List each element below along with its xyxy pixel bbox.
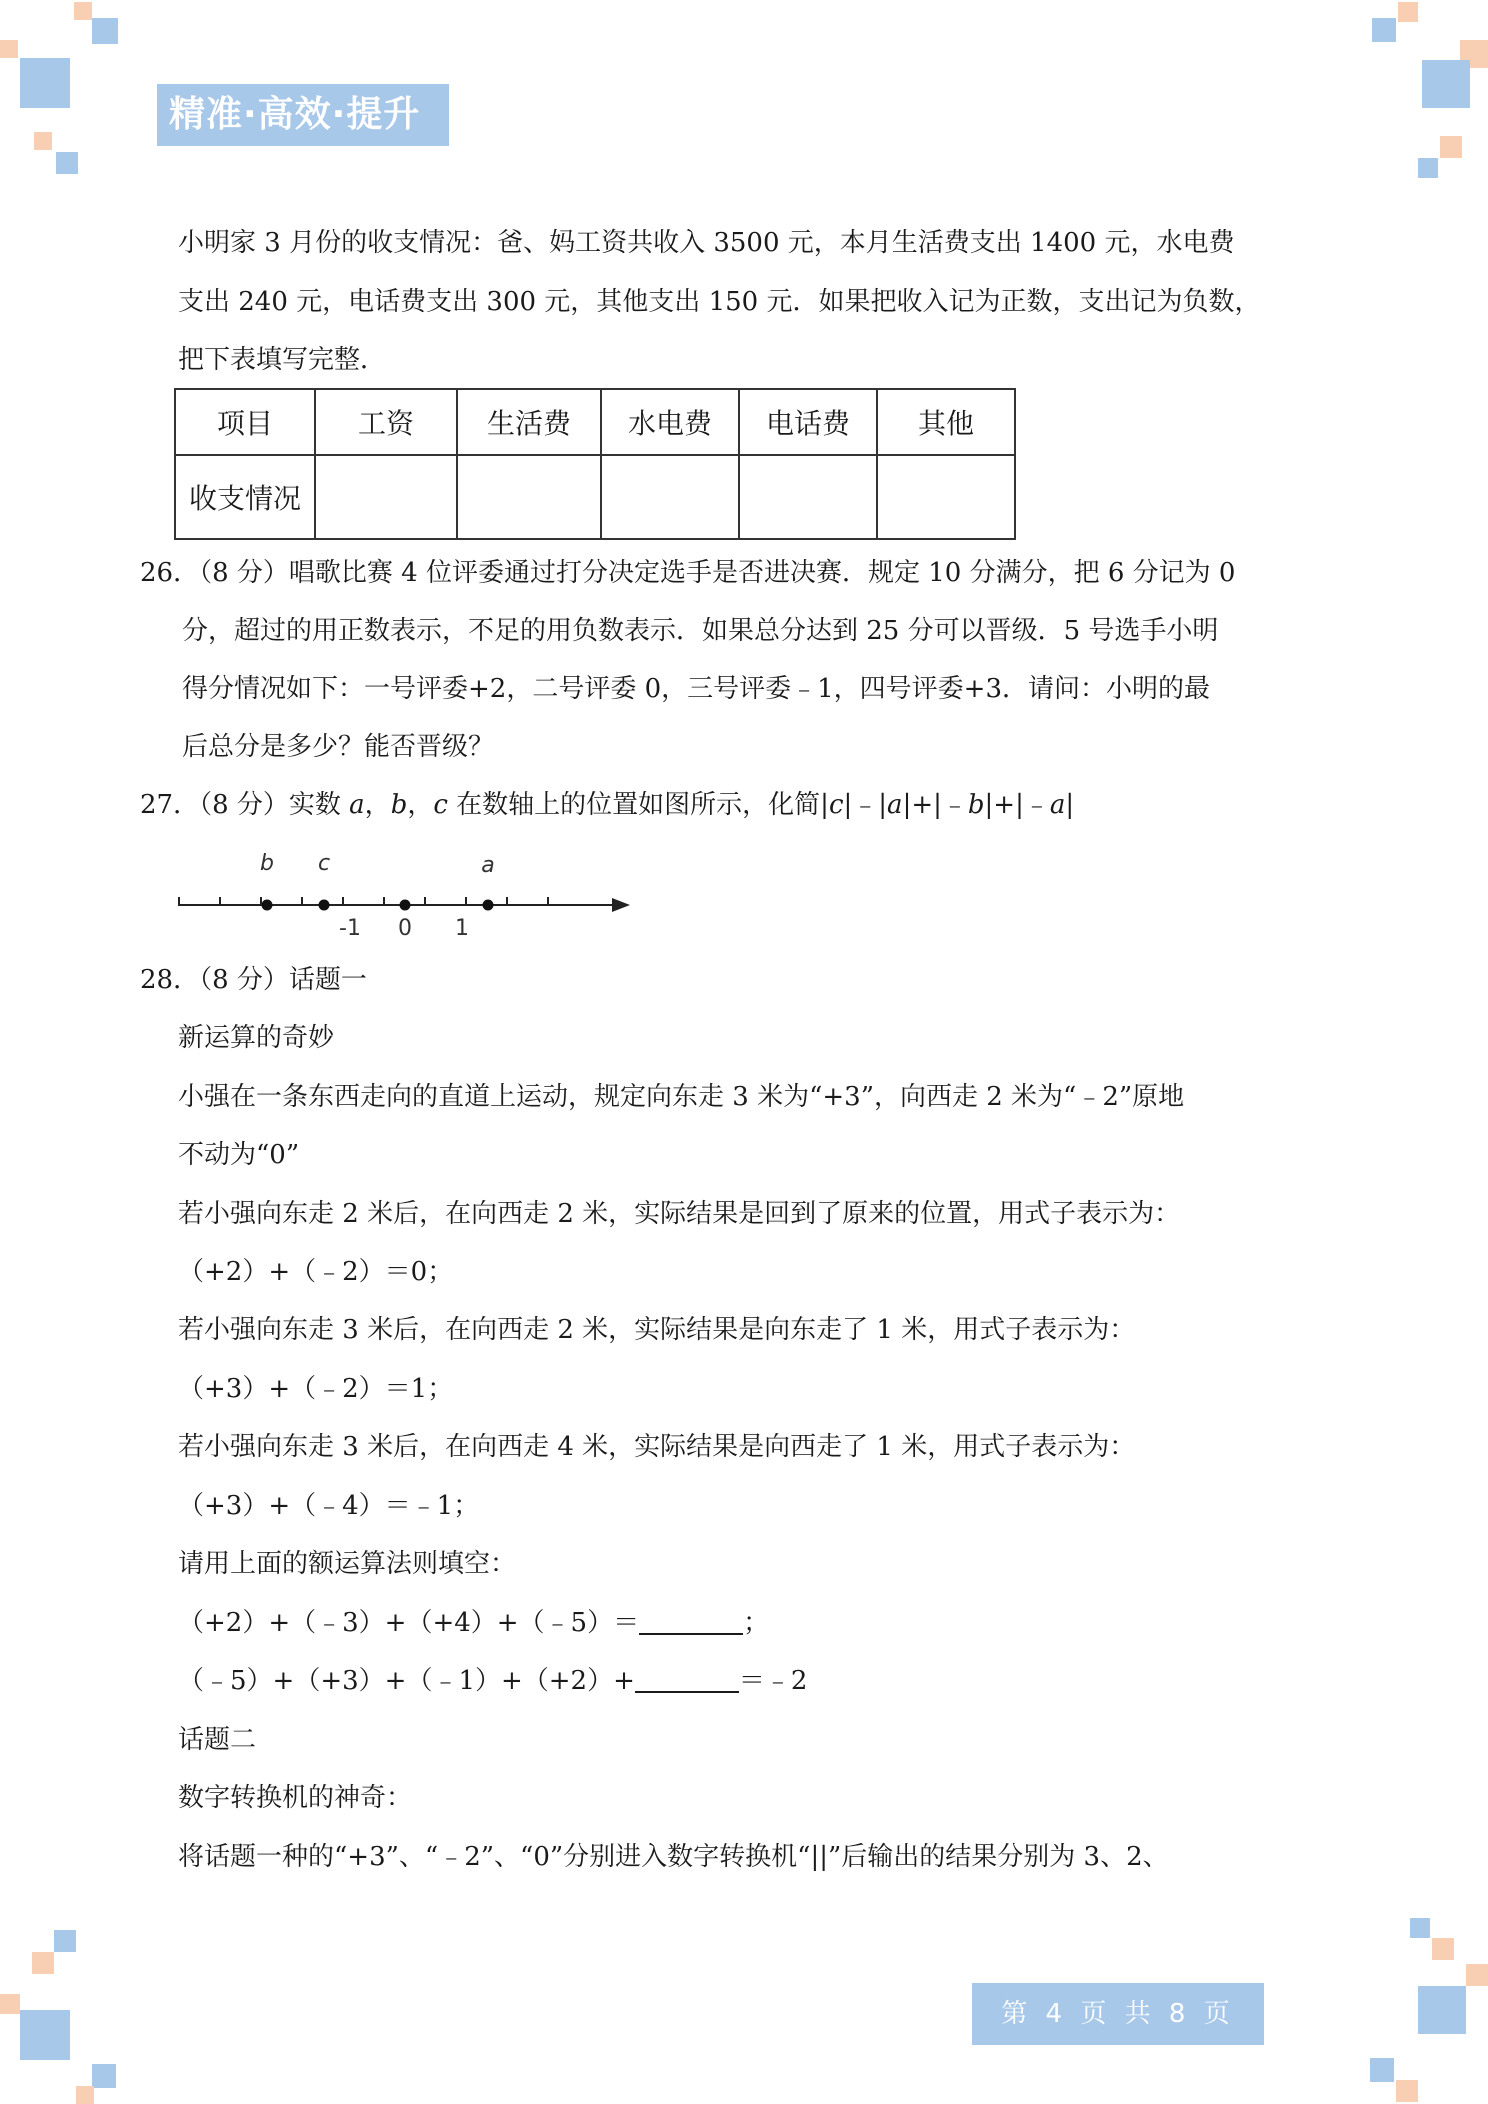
- table-header-cell: 水电费: [601, 389, 739, 455]
- table-row: [175, 455, 1015, 539]
- q28-title: 28．（8 分）话题一: [140, 965, 367, 995]
- var-c: c: [828, 790, 844, 820]
- q28-line: （+3）+（﹣4）＝﹣1；: [178, 1491, 480, 1521]
- origin-dot: [400, 900, 411, 911]
- q28-line: （+3）+（﹣2）＝1；: [178, 1374, 454, 1404]
- table-header-cell: 其他: [877, 389, 1015, 455]
- table-header-cell: 电话费: [739, 389, 877, 455]
- q27-mid: 在数轴上的位置如图所示，化简|: [447, 790, 829, 820]
- topic2-line: 数字转换机的神奇：: [178, 1783, 413, 1813]
- table-header-cell: 工资: [315, 389, 457, 455]
- table-row-label: 收支情况: [175, 455, 315, 539]
- table-empty-cell[interactable]: [601, 455, 739, 539]
- q26-line-3: 得分情况如下：一号评委+2，二号评委 0，三号评委﹣1，四号评委+3．请问：小明的最: [182, 674, 1211, 704]
- number-line-figure: [176, 845, 636, 945]
- point-c-dot: [319, 900, 330, 911]
- q28-line: （+2）+（﹣2）＝0；: [178, 1257, 454, 1287]
- q26-line-1: 26．（8 分）唱歌比赛 4 位评委通过打分决定选手是否进决赛．规定 10 分满分，把 6 分记为 0: [140, 558, 1236, 588]
- q28-line: 若小强向东走 2 米后，在向西走 2 米，实际结果是回到了原来的位置，用式子表示为：: [178, 1199, 1181, 1229]
- q28-line: 若小强向东走 3 米后，在向西走 4 米，实际结果是向西走了 1 米，用式子表示为：: [178, 1432, 1136, 1462]
- q28-line: 若小强向东走 3 米后，在向西走 2 米，实际结果是向东走了 1 米，用式子表示为：: [178, 1315, 1136, 1345]
- intro-line-2: 支出 240 元，电话费支出 300 元，其他支出 150 元．如果把收入记为正数，支出记为负数，: [178, 287, 1261, 317]
- table-empty-cell[interactable]: [877, 455, 1015, 539]
- fill2-prefix: （﹣5）+（+3）+（﹣1）+（+2）+: [178, 1666, 635, 1696]
- table-empty-cell[interactable]: [315, 455, 457, 539]
- point-a-dot: [483, 900, 494, 911]
- tick-label: 1: [455, 916, 469, 941]
- tick-label: -1: [339, 916, 361, 941]
- income-expense-table: [174, 388, 1016, 540]
- intro-line-1: 小明家 3 月份的收支情况：爸、妈工资共收入 3500 元，本月生活费支出 1400 元，水电费: [178, 228, 1235, 258]
- answer-blank-2[interactable]: [635, 1665, 739, 1693]
- tick-label: 0: [398, 916, 412, 941]
- q28-line: 请用上面的额运算法则填空：: [178, 1549, 517, 1579]
- var-a: a: [1049, 790, 1066, 820]
- fill1-suffix: ；: [743, 1608, 770, 1638]
- table-empty-cell[interactable]: [739, 455, 877, 539]
- abs-sep: |﹣|: [843, 790, 888, 820]
- header-badge: 精准·高效·提升: [157, 84, 449, 146]
- var-c: c: [433, 790, 448, 820]
- comma: ，: [407, 790, 434, 820]
- q26-line-4: 后总分是多少？能否晋级？: [182, 732, 495, 762]
- point-label-c: c: [317, 851, 331, 876]
- arrow-head: [612, 898, 630, 912]
- topic2-title: 话题二: [178, 1725, 257, 1755]
- fill1-prefix: （+2）+（﹣3）+（+4）+（﹣5）＝: [178, 1608, 640, 1638]
- var-b: b: [390, 790, 408, 820]
- var-a: a: [887, 790, 903, 820]
- page-number-badge: 第 4 页 共 8 页: [972, 1983, 1264, 2045]
- comma: ，: [364, 790, 391, 820]
- answer-blank-1[interactable]: [639, 1607, 743, 1635]
- point-label-b: b: [260, 851, 274, 876]
- point-label-a: a: [481, 853, 495, 878]
- intro-line-3: 把下表填写完整．: [178, 345, 387, 375]
- table-header-row: [175, 389, 1015, 455]
- abs-end: |: [1065, 790, 1075, 820]
- table-header-cell: 生活费: [457, 389, 601, 455]
- fill-blank-line-2: [178, 1661, 807, 1701]
- fill-blank-line-1: [178, 1603, 769, 1643]
- q28-line: 新运算的奇妙: [178, 1023, 335, 1053]
- q27-line: [140, 785, 1074, 825]
- q26-line-2: 分，超过的用正数表示，不足的用负数表示．如果总分达到 25 分可以晋级．5 号选手小明: [182, 616, 1219, 646]
- q28-line: 不动为“0”: [178, 1140, 300, 1170]
- point-b-dot: [262, 900, 273, 911]
- abs-sep: |+|﹣: [984, 790, 1050, 820]
- abs-sep: |+|: [902, 790, 942, 820]
- var-b: b: [967, 790, 985, 820]
- q28-line: 小强在一条东西走向的直道上运动，规定向东走 3 米为“+3”，向西走 2 米为“﹣2”原地: [178, 1082, 1185, 1112]
- topic2-line: 将话题一种的“+3”、“﹣2”、“0”分别进入数字转换机“||”后输出的结果分别为 3、2、: [178, 1842, 1169, 1872]
- table-empty-cell[interactable]: [457, 455, 601, 539]
- q27-prefix: 27．（8 分）实数: [140, 790, 350, 820]
- var-a: a: [349, 790, 365, 820]
- fill2-suffix: ＝﹣2: [738, 1666, 808, 1696]
- minus: ﹣: [941, 790, 968, 820]
- table-header-cell: 项目: [175, 389, 315, 455]
